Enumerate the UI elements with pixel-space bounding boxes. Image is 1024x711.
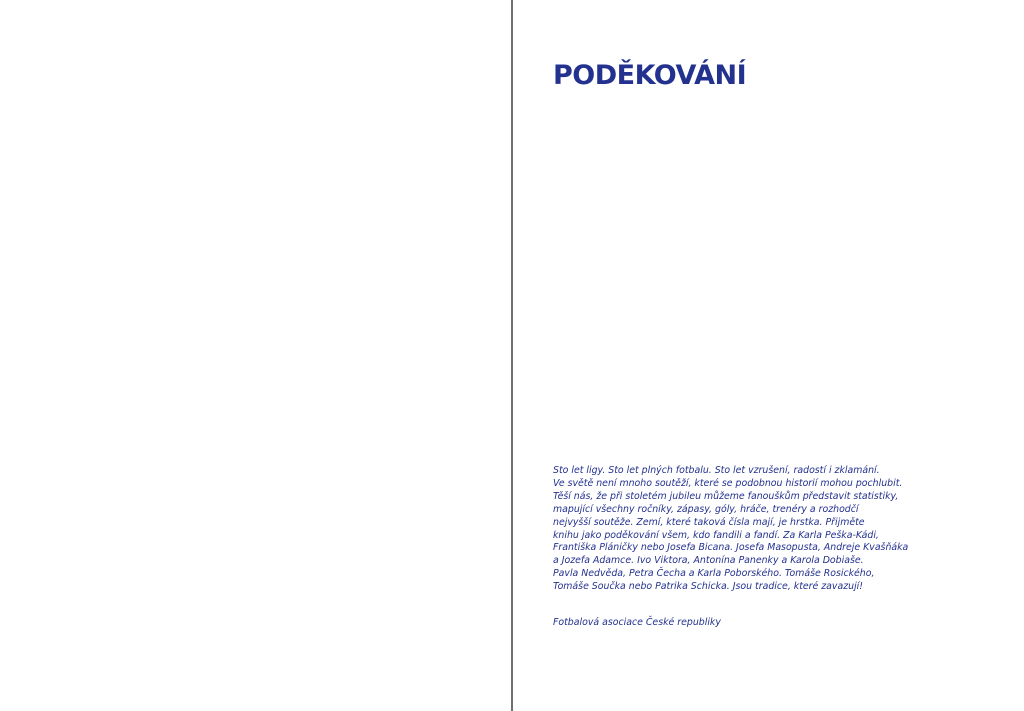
text-line: a Jozefa Adamce. Ivo Viktora, Antonína Panenky a Karola Dobiaše.: [553, 555, 864, 567]
text-line: Těší nás, že při stoletém jubileu můžeme fanouškům představit statistiky,: [553, 490, 899, 502]
text-line: nejvyšší soutěže. Zemí, které taková čísla mají, je hrstka. Přijměte: [553, 516, 865, 528]
left-page: [0, 0, 511, 711]
text-line: Františka Pláničky nebo Josefa Bicana. Josefa Masopusta, Andreje Kvašňáka: [553, 542, 909, 554]
text-line: Ve světě není mnoho soutěží, které se podobnou historií mohou pochlubit.: [553, 477, 903, 489]
text-line: Sto let ligy. Sto let plných fotbalu. Sto let vzrušení, radostí i zklamání.: [553, 465, 880, 476]
right-page: [513, 0, 1024, 711]
page-title: PODĚKOVÁNÍ: [553, 60, 747, 91]
text-line: mapující všechny ročníky, zápasy, góly, hráče, trenéry a rozhodčí: [553, 503, 859, 515]
text-line: Pavla Nedvěda, Petra Čecha a Karla Poborského. Tomáše Rosického,: [553, 568, 875, 580]
acknowledgement-text: [553, 465, 953, 594]
text-line: knihu jako poděkování všem, kdo fandili a fandí. Za Karla Peška-Kádi,: [553, 529, 879, 541]
signature: Fotbalová asociace České republiky: [553, 617, 721, 628]
text-line: Tomáše Součka nebo Patrika Schicka. Jsou tradice, které zavazují!: [553, 581, 864, 593]
